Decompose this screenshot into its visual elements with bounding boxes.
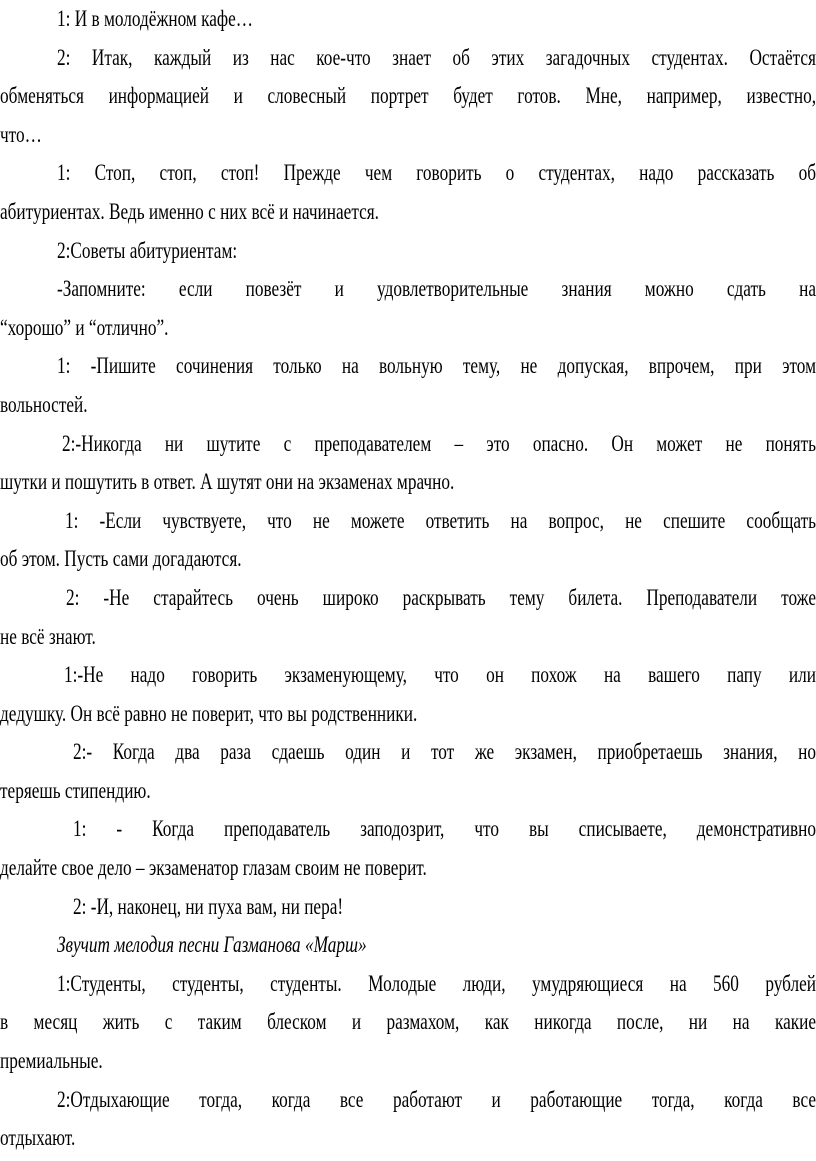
text-line: 1: И в молодёжном кафе… xyxy=(57,6,253,31)
dialogue-paragraph xyxy=(0,888,816,927)
text-line: 2:- Когда два раза сдаешь один и тот же экзамен, приобретаешь знания, но xyxy=(72,739,816,765)
text-line: 2: -И, наконец, ни пуха вам, ни пера! xyxy=(72,893,344,919)
text-line: 2: Итак, каждый из нас кое-что знает об этих загадочных студентах. Остаётся xyxy=(57,44,816,70)
text-line: дедушку. Он всё равно не поверит, что вы родственники. xyxy=(0,700,418,726)
dialogue-paragraph xyxy=(0,39,816,155)
text-line: “хорошо” и “отлично”. xyxy=(0,314,169,340)
dialogue-paragraph xyxy=(0,0,816,39)
text-line: в месяц жить с таким блеском и размахом, как никогда после, ни на какие xyxy=(0,1009,816,1035)
dialogue-paragraph xyxy=(0,232,816,271)
text-line: 1:-Не надо говорить экзаменующему, что он похож на вашего папу или xyxy=(63,662,816,688)
dialogue-paragraph xyxy=(0,1081,816,1158)
text-line: что… xyxy=(0,121,42,147)
text-line: 1: - Когда преподаватель заподозрит, что вы списываете, демонстративно xyxy=(72,816,816,842)
text-line: об этом. Пусть сами догадаются. xyxy=(0,546,242,572)
text-line: шутки и пошутить в ответ. А шутят они на экзаменах мрачно. xyxy=(0,469,455,495)
dialogue-paragraph xyxy=(0,810,816,887)
text-line: 1: -Если чувствуете, что не можете ответить на вопрос, не спешите сообщать xyxy=(64,507,816,533)
text-line: делайте свое дело – экзаменатор глазам своим не поверит. xyxy=(0,855,427,881)
dialogue-paragraph xyxy=(0,502,816,579)
text-line: теряешь стипендию. xyxy=(0,777,151,803)
text-line: отдыхают. xyxy=(0,1125,76,1151)
text-line: 1:Студенты, студенты, студенты. Молодые люди, умудряющиеся на 560 рублей xyxy=(57,970,816,996)
dialogue-paragraph xyxy=(0,733,816,810)
dialogue-paragraph xyxy=(0,270,816,347)
text-line: премиальные. xyxy=(0,1048,103,1074)
text-line: -Запомните: если повезёт и удовлетворительные знания можно сдать на xyxy=(57,276,816,302)
text-line: вольностей. xyxy=(0,391,88,417)
dialogue-paragraph xyxy=(0,965,816,1081)
dialogue-paragraph xyxy=(0,656,816,733)
dialogue-paragraph xyxy=(0,347,816,424)
text-line: 2:-Никогда ни шутите с преподавателем – это опасно. Он может не понять xyxy=(61,430,816,456)
dialogue-paragraph xyxy=(0,425,816,502)
dialogue-paragraph xyxy=(0,154,816,231)
text-line: Звучит мелодия песни Газманова «Марш» xyxy=(57,932,367,958)
text-line: 2:Советы абитуриентам: xyxy=(57,237,238,263)
text-line: абитуриентах. Ведь именно с них всё и начинается. xyxy=(0,198,379,224)
text-line: 1: -Пишите сочинения только на вольную тему, не допуская, впрочем, при этом xyxy=(57,353,816,379)
dialogue-paragraph xyxy=(0,579,816,656)
text-line: 2: -Не старайтесь очень широко раскрывать тему билета. Преподаватели тоже xyxy=(66,584,816,610)
stage-direction xyxy=(0,926,816,965)
text-line: обменяться информацией и словесный портрет будет готов. Мне, например, известно, xyxy=(0,83,816,109)
text-line: не всё знают. xyxy=(0,623,96,649)
text-line: 1: Стоп, стоп, стоп! Прежде чем говорить о студентах, надо рассказать об xyxy=(57,160,816,186)
text-line: 2:Отдыхающие тогда, когда все работают и работающие тогда, когда все xyxy=(57,1086,816,1112)
